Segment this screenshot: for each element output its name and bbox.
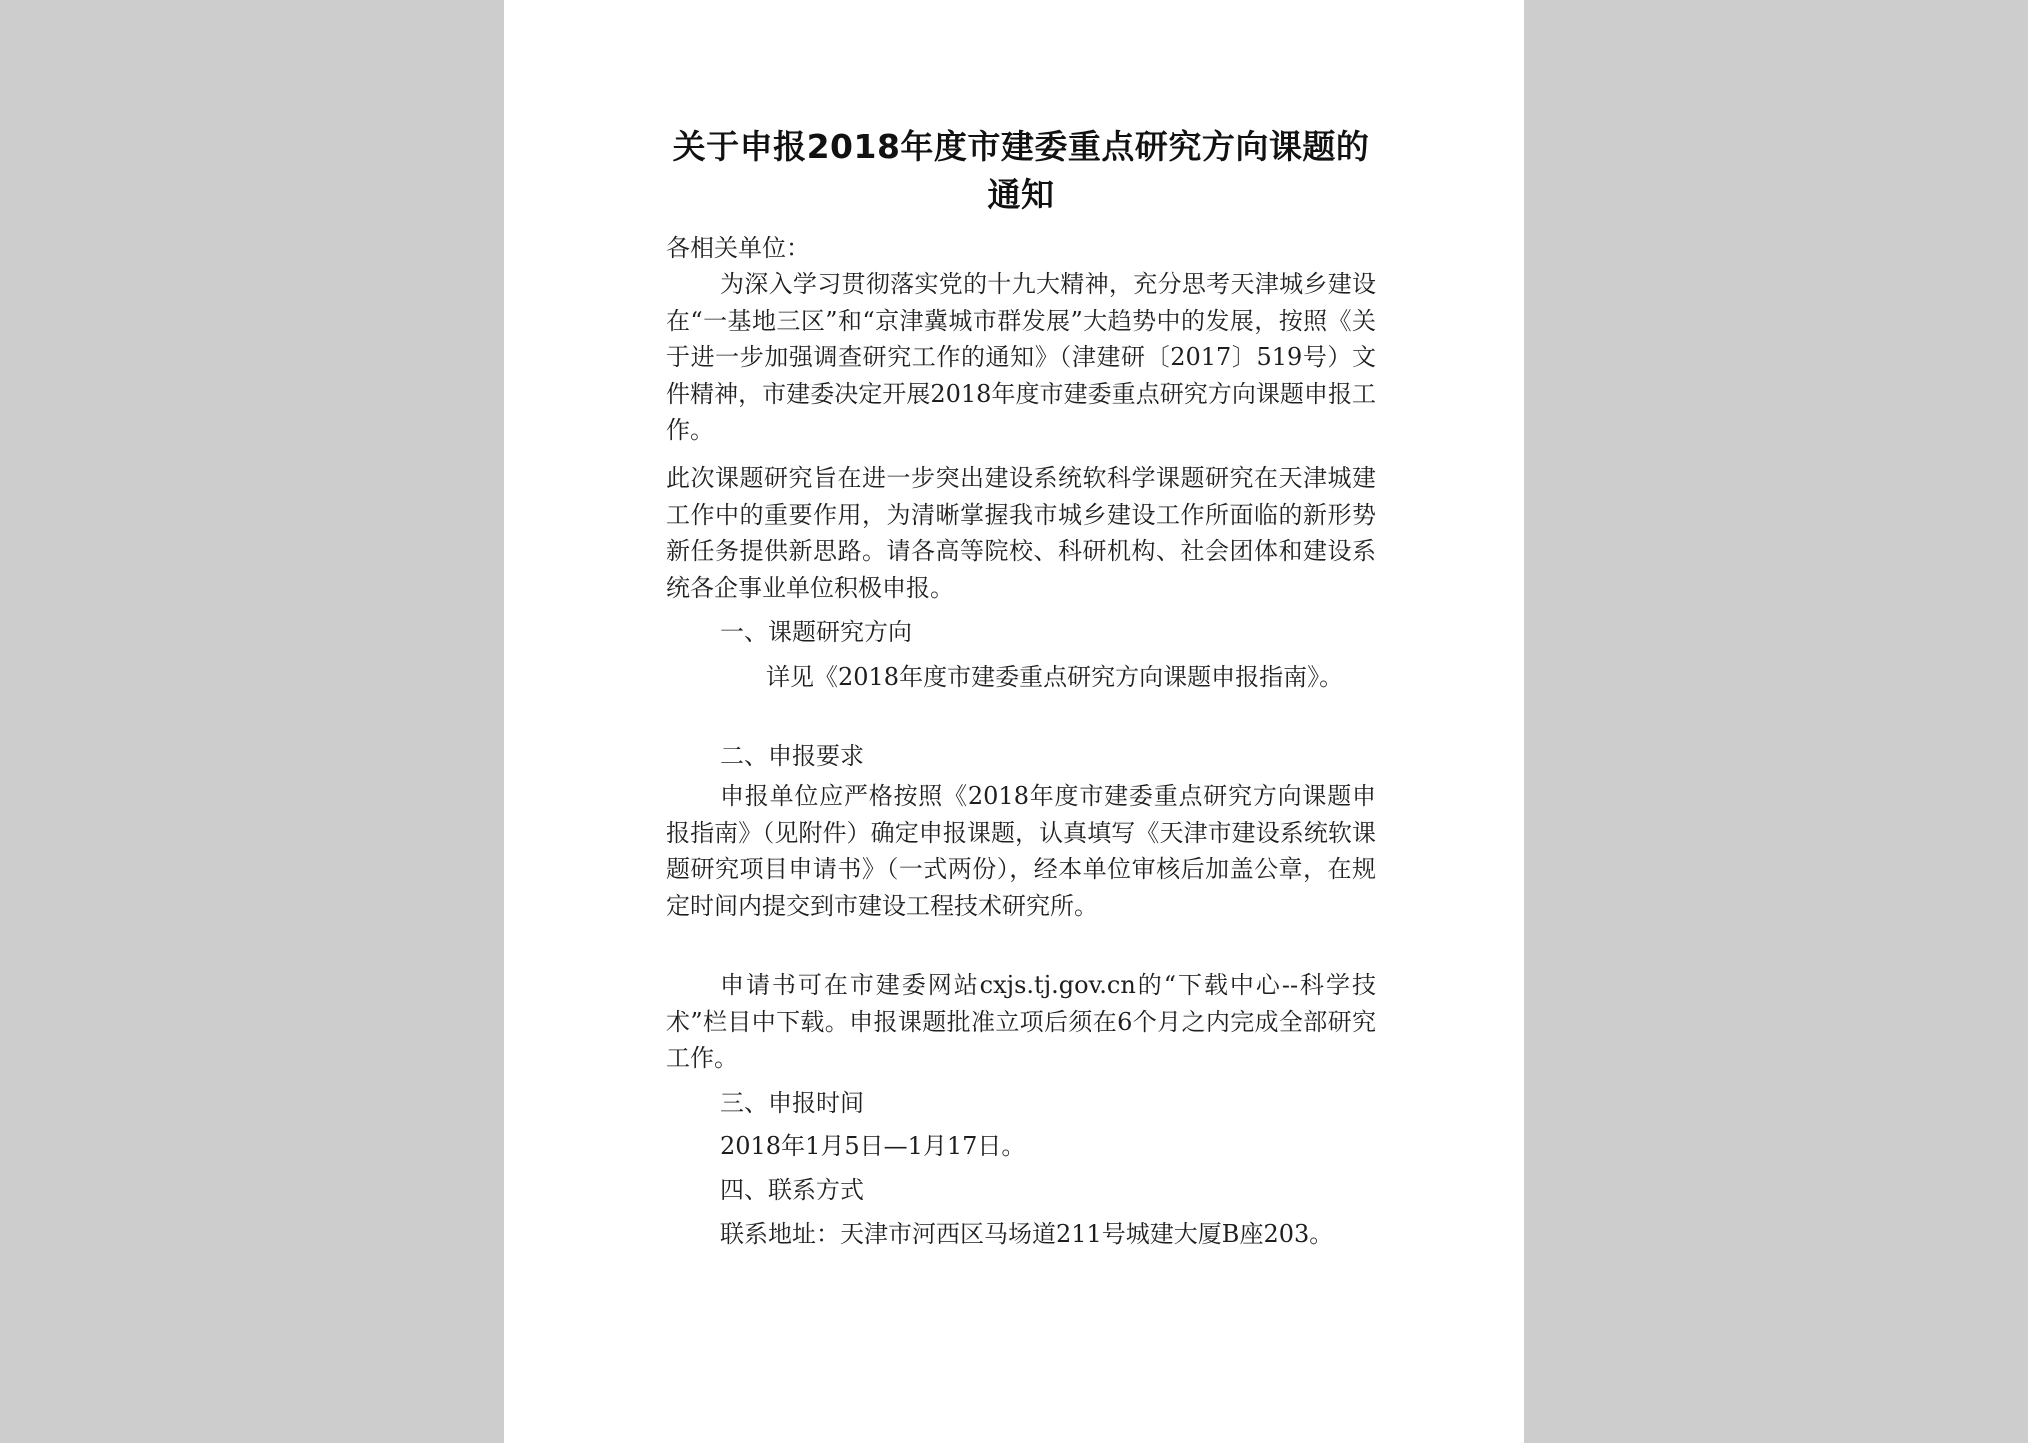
salutation: 各相关单位： [666, 234, 810, 262]
section-1-text: 详见《2018年度市建委重点研究方向课题申报指南》。 [766, 663, 1344, 691]
section-1-heading: 一、课题研究方向 [720, 618, 912, 646]
section-3-heading: 三、申报时间 [720, 1089, 864, 1117]
section-3-dates: 2018年1月5日—1月17日。 [720, 1132, 1026, 1160]
section-4-heading: 四、联系方式 [720, 1176, 864, 1204]
section-2-heading: 二、申报要求 [720, 742, 864, 770]
section-2-requirements: 申报单位应严格按照《2018年度市建委重点研究方向课题申报指南》（见附件）确定申报课题，认真填写《天津市建设系统软课题研究项目申请书》（一式两份），经本单位审核后加盖公章，在规定时间内提交到市建设工程技术研究所。 [666, 782, 1376, 920]
paragraph-purpose: 此次课题研究旨在进一步突出建设系统软科学课题研究在天津城建工作中的重要作用，为清晰掌握我市城乡建设工作所面临的新形势新任务提供新思路。请各高等院校、科研机构、社会团体和建设系统各企事业单位积极申报。 [666, 464, 1376, 602]
document-page [504, 0, 1524, 1443]
paragraph-intro: 为深入学习贯彻落实党的十九大精神，充分思考天津城乡建设在“一基地三区”和“京津冀城市群发展”大趋势中的发展，按照《关于进一步加强调查研究工作的通知》（津建研〔2017〕519号）文件精神，市建委决定开展2018年度市建委重点研究方向课题申报工作。 [666, 270, 1376, 444]
document-title: 关于申报2018年度市建委重点研究方向课题的通知 [672, 127, 1370, 214]
section-2-download-info: 申请书可在市建委网站cxjs.tj.gov.cn的“下载中心--科学技术”栏目中下载。申报课题批准立项后须在6个月之内完成全部研究工作。 [666, 971, 1376, 1072]
section-4-address: 联系地址：天津市河西区马场道211号城建大厦B座203。 [720, 1220, 1334, 1248]
